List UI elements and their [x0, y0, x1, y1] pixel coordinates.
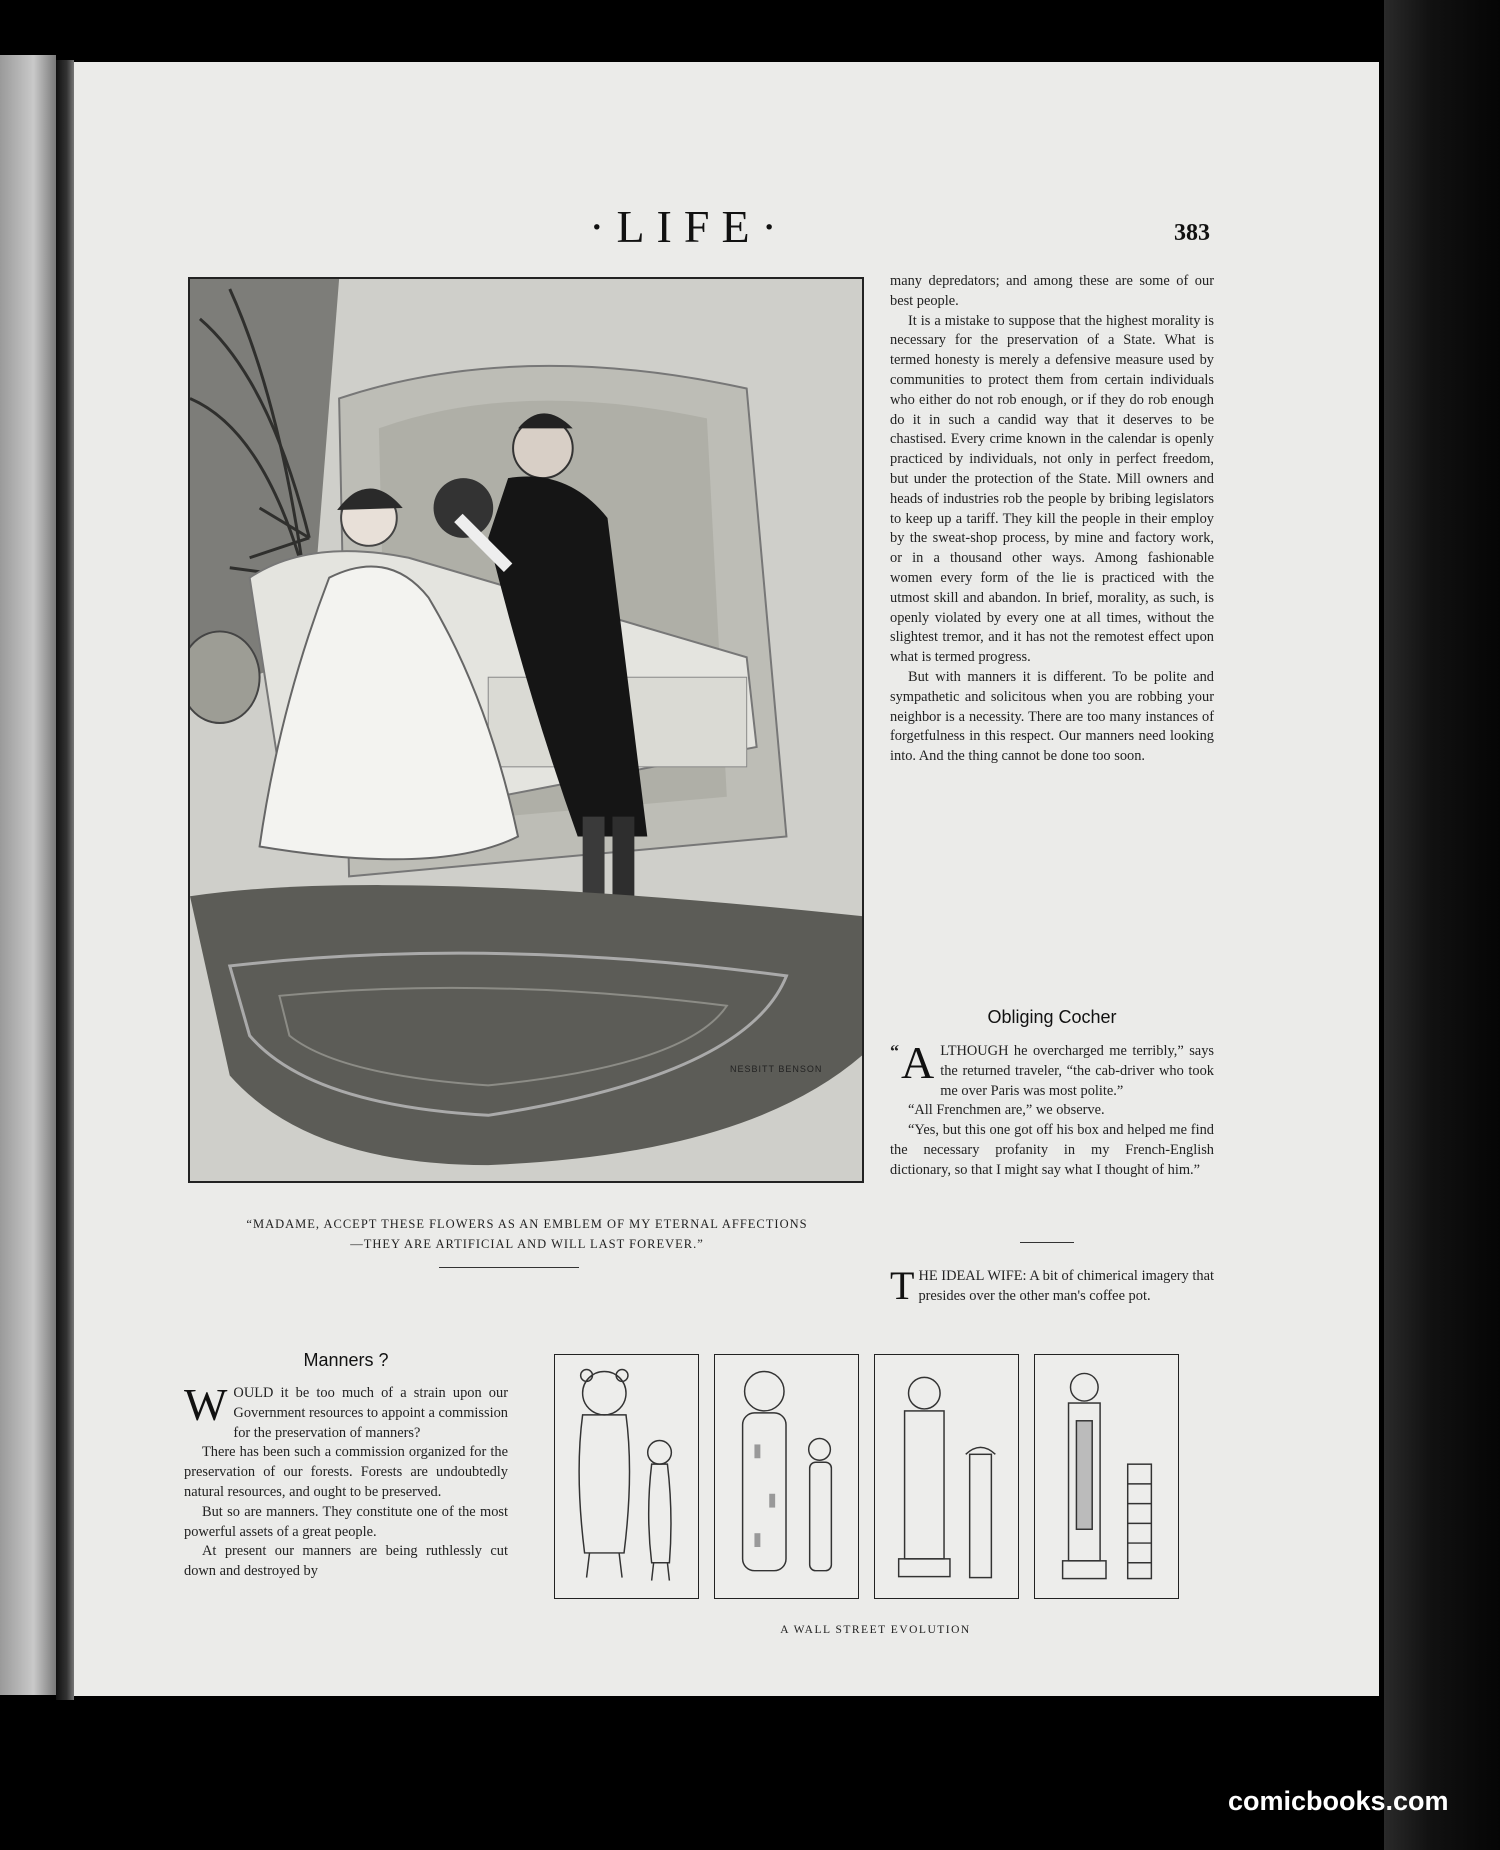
- ticker-and-tape-drawing: [1035, 1355, 1178, 1598]
- obliging-cocher-text-1: LTHOUGH he overcharged me terribly,” says the returned traveler, “the cab-driver who took me over Paris was most polite.”: [940, 1043, 1214, 1099]
- artist-signature: NESBITT BENSON: [730, 1064, 823, 1074]
- cartoon-caption: A WALL STREET EVOLUTION: [780, 1624, 971, 1636]
- manners-paragraph-2: There has been such a commission organized for the preservation of our forests. Forests are undoubtedly natural resources, and ought to be preserved.: [184, 1444, 508, 1500]
- masthead-title: ·LIFE·: [589, 201, 789, 252]
- ideal-wife-item: [890, 1263, 1214, 1308]
- facing-page-edge: [0, 55, 56, 1695]
- stylized-bear-drawing: [715, 1355, 858, 1598]
- ideal-wife-lead: HE IDEAL WIFE:: [918, 1268, 1027, 1284]
- cartoon-panel-4-clock: [1034, 1354, 1179, 1599]
- site-watermark: comicbooks.com: [1228, 1786, 1449, 1816]
- caption-line-2: —THEY ARE ARTIFICIAL AND WILL LAST FOREVER.”: [350, 1237, 704, 1251]
- manners-title: Manners ?: [303, 1350, 389, 1370]
- opening-quote: “: [890, 1041, 899, 1061]
- obliging-cocher-paragraph-1: [890, 1037, 1214, 1101]
- magazine-page: [74, 62, 1379, 1696]
- book-gutter: [56, 60, 74, 1700]
- drop-cap-w: W: [184, 1379, 228, 1430]
- manners-paragraph-4: At present our manners are being ruthlessly cut down and destroyed by: [184, 1543, 508, 1580]
- obliging-cocher-paragraph-2: “All Frenchmen are,” we observe.: [908, 1102, 1105, 1119]
- parlor-illustration: [188, 277, 864, 1183]
- cartoon-panel-1-bears: [554, 1354, 699, 1599]
- essay-continuation: [890, 272, 1214, 767]
- cartoon-panel-3-ticker: [874, 1354, 1019, 1599]
- caption-rule: [439, 1267, 579, 1268]
- cartoon-panel-2-stylized: [714, 1354, 859, 1599]
- manners-paragraph-3: But so are manners. They constitute one of the most powerful assets of a great people.: [184, 1503, 508, 1540]
- essay-paragraph-3: But with manners it is different. To be polite and sympathetic and solicitous when you are robbing your neighbor is a necessity. There are too many instances of forgetfulness in this respect. Our manners need looking into. And the thing cannot be done too soon.: [890, 668, 1214, 765]
- manners-article: [184, 1379, 508, 1582]
- obliging-cocher-title: Obliging Cocher: [987, 1007, 1117, 1027]
- illustration-caption: [182, 1214, 872, 1254]
- bear-and-lamb-drawing: [555, 1355, 698, 1598]
- wall-street-evolution-cartoon: [554, 1354, 1197, 1599]
- parlor-scene-drawing: [190, 279, 862, 1181]
- drop-cap-a: A: [901, 1037, 935, 1088]
- ticker-machine-drawing: [875, 1355, 1018, 1598]
- ideal-wife-text: A bit of chimerical imagery that presides over the other man's coffee pot.: [918, 1268, 1214, 1304]
- obliging-cocher-paragraph-3: “Yes, but this one got off his box and helped me find the necessary profanity in my French-English dictionary, so that I might say what I thought of him.”: [890, 1122, 1214, 1178]
- page-number: 383: [1174, 220, 1210, 246]
- drop-cap-t: T: [890, 1263, 915, 1308]
- essay-paragraph-2: It is a mistake to suppose that the highest morality is necessary for the preservation of a State. What is termed honesty is merely a defensive measure used by communities to protect them from certain individuals who either do not rob enough, or if they do rob enough do it in such a candid way that it deserves to be chastised. Every crime known in the calendar is openly practiced by individuals, not only in perfect freedom, but under the protection of the State. Mill owners and heads of industries rob the people by bribing legislators to keep up a tariff. They kill the people in their employ by the sweat-shop process, by mine and factory work, or in a thousand other ways. Among fashionable women every form of the lie is practiced with the utmost skill and abandon. In brief, morality, as such, is openly violated by every one at all times, without the slightest tremor, and it has not the remotest effect upon what is termed progress.: [890, 312, 1214, 666]
- section-rule: [1020, 1242, 1074, 1243]
- manners-text-1: OULD it be too much of a strain upon our Government resources to appoint a commission for the preservation of manners?: [233, 1385, 508, 1441]
- scan-border-right: [1384, 0, 1500, 1850]
- essay-paragraph-1: many depredators; and among these are some of our best people.: [890, 273, 1214, 309]
- obliging-cocher-article: [890, 1037, 1214, 1181]
- caption-line-1: “MADAME, ACCEPT THESE FLOWERS AS AN EMBLEM OF MY ETERNAL AFFECTIONS: [246, 1217, 808, 1231]
- manners-paragraph-1: [184, 1379, 508, 1443]
